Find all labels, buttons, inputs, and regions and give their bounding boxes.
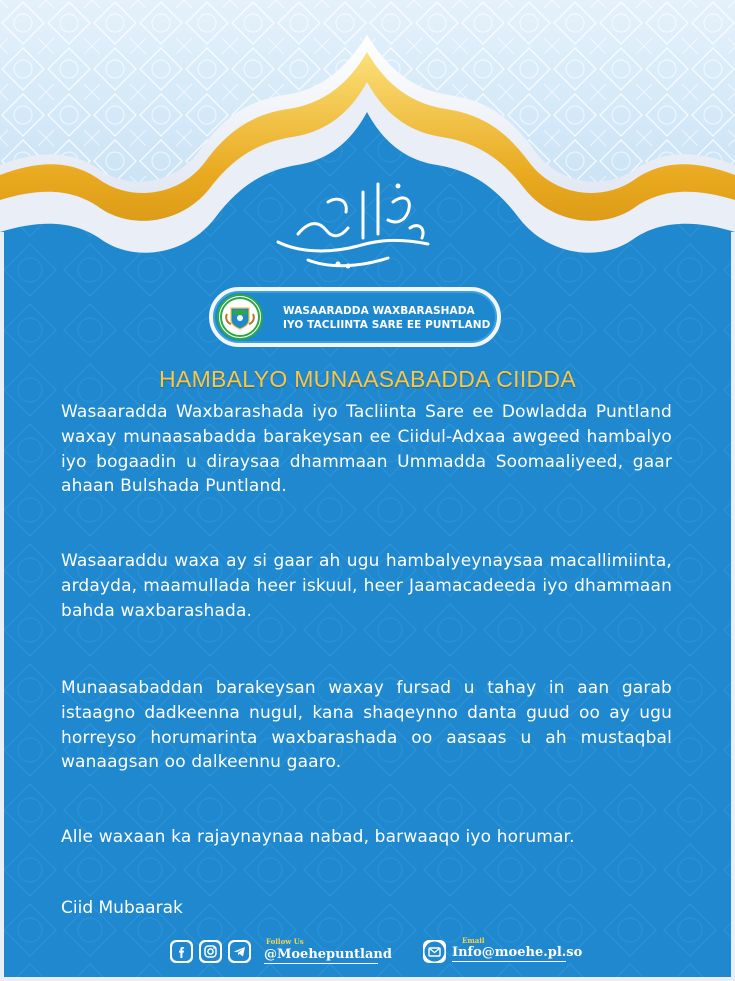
paragraph-2: Wasaaraddu waxa ay si gaar ah ugu hambalyeynaysaa macallimiinta, ardayda, maamullada heer iskuul, heer Jaamacadeeda iyo dhammaan bahda waxbarashada.: [61, 551, 672, 621]
email-underline: [452, 961, 566, 962]
eid-calligraphy-icon: [268, 172, 438, 277]
paragraph-3: Munaasabaddan barakeysan waxay fursad u tahay in aan garab istaagno dadkeenna nugul, kana shaqeynno danta guud oo ay ugu horreyso horumarinta waxbarashada oo aasaas u ah mustaqbal wanaagsan oo dalkeennu gaaro.: [61, 678, 672, 773]
email-icon[interactable]: [423, 940, 446, 963]
paragraph-4: Alle waxaan ka rajaynaynaa nabad, barwaaqo iyo horumar.: [61, 827, 575, 847]
handle-underline: [264, 963, 378, 964]
instagram-icon[interactable]: [199, 940, 222, 963]
email-address[interactable]: Info@moehe.pl.so: [452, 945, 583, 960]
puntland-emblem-icon: [217, 294, 263, 340]
emblem-graphic: [219, 296, 261, 338]
ministry-logo-banner: [209, 287, 501, 347]
follow-us-label: Follow Us: [266, 937, 304, 946]
signoff: Ciid Mubaarak: [61, 898, 183, 918]
ministry-name-line2: IYO TACLIINTA SARE EE PUNTLAND: [283, 319, 491, 331]
paragraph-1: Wasaaradda Waxbarashada iyo Tacliinta Sare ee Dowladda Puntland waxay munaasabadda barakeysan ee Ciidul-Adxaa awgeed hambalyo iyo bogaadin u diraysaa dhammaan Ummadda Soomaaliyeed, gaar ahaan Bulshada Puntland.: [61, 402, 672, 497]
email-label: Email: [462, 936, 485, 945]
ministry-name-line1: WASAARADDA WAXBARASHADA: [283, 305, 475, 317]
facebook-icon[interactable]: [170, 940, 193, 963]
telegram-icon[interactable]: [228, 940, 251, 963]
page-title: HAMBALYO MUNAASABADDA CIIDDA: [159, 366, 576, 392]
social-handle[interactable]: @Moehepuntland: [264, 947, 392, 962]
